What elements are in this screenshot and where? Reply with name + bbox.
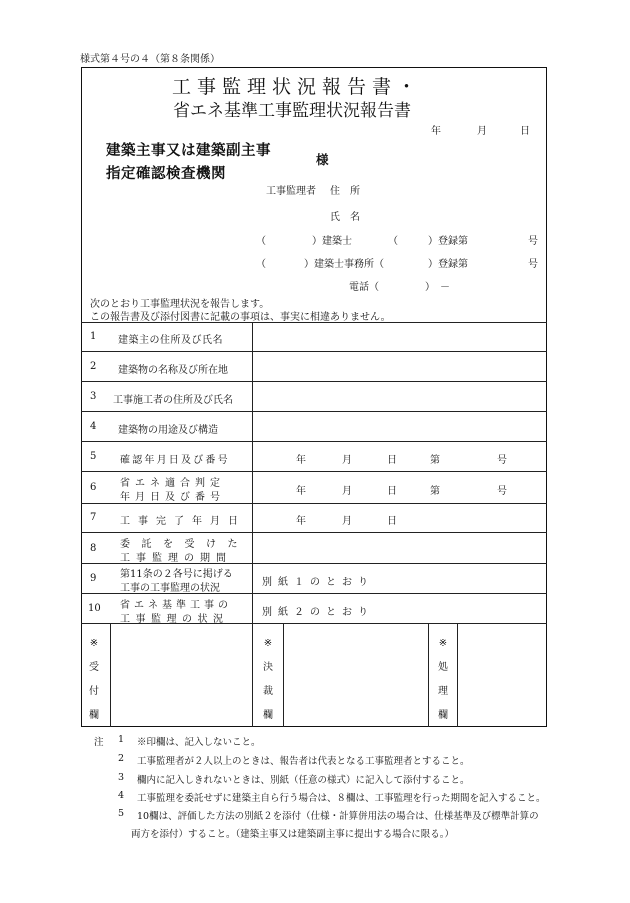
registration-number-2: ）登録第 bbox=[428, 259, 468, 270]
receipt-char-1: 受 bbox=[89, 662, 99, 673]
row-5-month: 月 bbox=[342, 455, 352, 466]
note-5-text: 10欄は、評価した方法の別紙２を添付（仕様・計算併用法の場合は、仕様基準及び標準計算の bbox=[137, 811, 539, 822]
note-2-text: 工事監理者が２人以上のときは、報告者は代表となる工事監理者とすること。 bbox=[137, 756, 470, 767]
row-2-label: 建築物の名称及び所在地 bbox=[118, 365, 228, 376]
processing-char-2: 理 bbox=[438, 686, 448, 697]
row-7-year: 年 bbox=[296, 516, 306, 527]
notes-label: 注 bbox=[94, 737, 104, 748]
architect-open: （ bbox=[256, 236, 266, 247]
row-7-day: 日 bbox=[387, 516, 397, 527]
statement-2: この報告書及び添付図書に記載の事項は、事実に相違ありません。 bbox=[90, 312, 391, 323]
note-4-text: 工事監理を委託せずに建築主自ら行う場合は、８欄は、工事監理を行った期間を記入すること。 bbox=[137, 793, 546, 804]
processing-box bbox=[436, 632, 450, 728]
addressee-line2: 指定確認検査機関 bbox=[106, 165, 226, 182]
row-4-label: 建築物の用途及び構造 bbox=[118, 425, 218, 436]
addressee-line1: 建築主事又は建築副主事 bbox=[106, 142, 271, 159]
row-1-num: 1 bbox=[90, 331, 97, 342]
date-month: 月 bbox=[477, 126, 487, 137]
note-5-num: 5 bbox=[118, 808, 125, 819]
row-1-label: 建築主の住所及び氏名 bbox=[118, 335, 223, 346]
row-6-year: 年 bbox=[296, 486, 306, 497]
approval-mark: ※ bbox=[263, 638, 273, 649]
row-9-num: 9 bbox=[90, 573, 97, 584]
go-1: 号 bbox=[528, 236, 538, 247]
row-6-num: 6 bbox=[90, 482, 97, 493]
note-1-text: ※印欄は、記入しないこと。 bbox=[137, 737, 261, 748]
note-1-num: 1 bbox=[118, 734, 125, 745]
row-3-num: 3 bbox=[90, 391, 97, 402]
office-open: （ bbox=[256, 259, 266, 270]
row-9-label-1: 第11条の２各号に掲げる bbox=[120, 569, 233, 580]
approval-char-3: 欄 bbox=[263, 710, 273, 721]
statement-1: 次のとおり工事監理状況を報告します。 bbox=[90, 299, 270, 310]
row-7-label: 工事完了年月日 bbox=[120, 516, 246, 527]
architect-class: ）建築士 bbox=[312, 236, 352, 247]
note-3-text: 欄内に記入しきれないときは、別紙（任意の様式）に記入して添付すること。 bbox=[137, 775, 470, 786]
row-9-value: 別紙１のとおり bbox=[262, 577, 374, 588]
row-6-month: 月 bbox=[342, 486, 352, 497]
receipt-mark: ※ bbox=[89, 638, 99, 649]
row-8-label-2: 工事監理の期間 bbox=[120, 553, 232, 564]
phone-close: ） － bbox=[425, 282, 450, 293]
row-10-label-2: 工事監理の状況 bbox=[120, 614, 229, 625]
row-5-go: 号 bbox=[497, 455, 507, 466]
row-4-num: 4 bbox=[90, 421, 97, 432]
row-3-label: 工事施工者の住所及び氏名 bbox=[113, 395, 233, 406]
title-line2: 省エネ基準工事監理状況報告書 bbox=[173, 101, 411, 121]
approval-char-2: 裁 bbox=[263, 686, 273, 697]
note-3-num: 3 bbox=[118, 772, 125, 783]
date-year: 年 bbox=[431, 126, 441, 137]
architect-open2: （ bbox=[388, 236, 398, 247]
row-6-go: 号 bbox=[497, 486, 507, 497]
row-8-label-1: 委託を受けた bbox=[120, 539, 249, 550]
note-5-cont: 両方を添付）すること。（建築主事又は建築副主事に提出する場合に限る。） bbox=[131, 829, 455, 840]
receipt-char-3: 欄 bbox=[89, 710, 99, 721]
date-day: 日 bbox=[520, 126, 530, 137]
go-2: 号 bbox=[528, 259, 538, 270]
row-5-label: 確認年月日及び番号 bbox=[120, 455, 230, 466]
processing-mark: ※ bbox=[438, 638, 448, 649]
processing-char-1: 処 bbox=[438, 662, 448, 673]
reporter-name: 氏 名 bbox=[330, 212, 360, 223]
form-id: 様式第４号の４（第８条関係） bbox=[80, 54, 220, 65]
row-10-num: 10 bbox=[88, 603, 101, 614]
receipt-char-2: 付 bbox=[89, 686, 99, 697]
reporter-label: 工事監理者 bbox=[266, 186, 316, 197]
honorific: 様 bbox=[316, 152, 329, 167]
row-5-num: 5 bbox=[90, 451, 97, 462]
office-class: ）建築士事務所（ bbox=[304, 259, 384, 270]
row-6-dai: 第 bbox=[430, 486, 440, 497]
note-2-num: 2 bbox=[118, 753, 125, 764]
row-5-day: 日 bbox=[387, 455, 397, 466]
processing-char-3: 欄 bbox=[438, 710, 448, 721]
row-6-label-1: 省エネ適合判定 bbox=[120, 478, 225, 489]
row-6-day: 日 bbox=[387, 486, 397, 497]
row-9-label-2: 工事の工事監理の状況 bbox=[120, 583, 220, 594]
registration-number-1: ）登録第 bbox=[428, 236, 468, 247]
phone-label: 電話（ bbox=[349, 282, 379, 293]
title-line1: 工事監理状況報告書・ bbox=[172, 76, 423, 98]
row-8-num: 8 bbox=[90, 543, 97, 554]
reporter-address: 住 所 bbox=[330, 186, 360, 197]
receipt-box bbox=[87, 632, 101, 728]
row-10-value: 別紙２のとおり bbox=[262, 607, 374, 618]
approval-char-1: 決 bbox=[263, 662, 273, 673]
row-5-dai: 第 bbox=[430, 455, 440, 466]
row-7-num: 7 bbox=[90, 512, 97, 523]
note-4-num: 4 bbox=[118, 790, 125, 801]
row-6-label-2: 年月日及び番号 bbox=[120, 492, 225, 503]
row-10-label-1: 省エネ基準工事の bbox=[120, 600, 232, 611]
row-7-month: 月 bbox=[342, 516, 352, 527]
row-2-num: 2 bbox=[90, 361, 97, 372]
row-5-year: 年 bbox=[296, 455, 306, 466]
approval-box bbox=[261, 632, 275, 728]
